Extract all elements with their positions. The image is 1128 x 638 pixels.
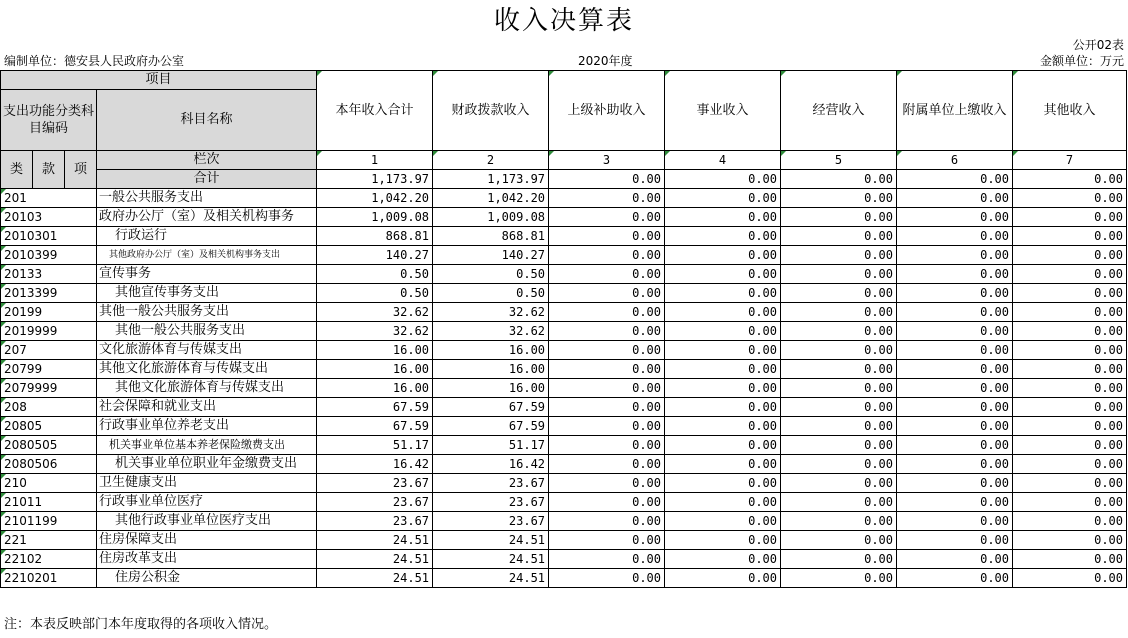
row-value: 0.00 bbox=[897, 569, 1013, 588]
row-value: 0.00 bbox=[1013, 360, 1127, 379]
row-value: 0.00 bbox=[897, 398, 1013, 417]
row-value: 0.00 bbox=[781, 417, 897, 436]
row-value: 0.00 bbox=[897, 436, 1013, 455]
row-value: 0.00 bbox=[781, 303, 897, 322]
header-lei: 类 bbox=[1, 151, 33, 189]
row-value: 0.00 bbox=[781, 455, 897, 474]
row-value: 0.00 bbox=[897, 550, 1013, 569]
total-cell: 1,173.97 bbox=[433, 170, 549, 189]
row-value: 0.00 bbox=[1013, 208, 1127, 227]
row-value: 0.00 bbox=[665, 550, 781, 569]
row-code: 2079999 bbox=[1, 379, 97, 398]
row-value: 24.51 bbox=[433, 569, 549, 588]
row-value: 0.00 bbox=[665, 455, 781, 474]
row-value: 0.00 bbox=[1013, 398, 1127, 417]
row-value: 0.00 bbox=[665, 379, 781, 398]
row-value: 0.00 bbox=[665, 227, 781, 246]
row-code: 20805 bbox=[1, 417, 97, 436]
row-value: 140.27 bbox=[317, 246, 433, 265]
table-row bbox=[1, 550, 1127, 569]
row-value: 0.00 bbox=[1013, 303, 1127, 322]
row-code: 2019999 bbox=[1, 322, 97, 341]
row-value: 0.50 bbox=[433, 265, 549, 284]
table-row bbox=[1, 493, 1127, 512]
row-value: 23.67 bbox=[317, 512, 433, 531]
table-row bbox=[1, 436, 1127, 455]
row-code: 2210201 bbox=[1, 569, 97, 588]
table-row bbox=[1, 360, 1127, 379]
row-value: 0.50 bbox=[317, 284, 433, 303]
row-code: 2080505 bbox=[1, 436, 97, 455]
row-value: 0.00 bbox=[549, 550, 665, 569]
row-value: 24.51 bbox=[433, 550, 549, 569]
row-value: 51.17 bbox=[433, 436, 549, 455]
row-subject-name: 其他一般公共服务支出 bbox=[97, 322, 317, 341]
row-value: 51.17 bbox=[317, 436, 433, 455]
row-value: 24.51 bbox=[317, 569, 433, 588]
row-value: 67.59 bbox=[317, 398, 433, 417]
row-subject-name: 行政事业单位养老支出 bbox=[97, 417, 317, 436]
row-code: 20199 bbox=[1, 303, 97, 322]
row-subject-name: 机关事业单位基本养老保险缴费支出 bbox=[97, 436, 317, 455]
row-subject-name: 行政事业单位医疗 bbox=[97, 493, 317, 512]
row-subject-name: 其他政府办公厅（室）及相关机构事务支出 bbox=[97, 246, 317, 265]
row-value: 0.00 bbox=[897, 474, 1013, 493]
header-kuan: 款 bbox=[33, 151, 65, 189]
row-value: 0.00 bbox=[897, 417, 1013, 436]
row-value: 0.00 bbox=[781, 322, 897, 341]
row-value: 0.00 bbox=[665, 417, 781, 436]
row-value: 16.42 bbox=[317, 455, 433, 474]
row-value: 0.00 bbox=[549, 531, 665, 550]
row-value: 0.00 bbox=[781, 436, 897, 455]
row-value: 0.00 bbox=[1013, 265, 1127, 284]
row-value: 0.00 bbox=[549, 417, 665, 436]
income-table bbox=[0, 70, 1127, 588]
row-value: 24.51 bbox=[317, 531, 433, 550]
header-col-2: 财政拨款收入 bbox=[433, 71, 549, 151]
row-value: 0.00 bbox=[897, 322, 1013, 341]
row-value: 0.00 bbox=[549, 189, 665, 208]
row-value: 0.00 bbox=[897, 455, 1013, 474]
row-subject-name: 宣传事务 bbox=[97, 265, 317, 284]
row-value: 0.00 bbox=[549, 512, 665, 531]
row-value: 0.00 bbox=[1013, 284, 1127, 303]
row-value: 0.00 bbox=[781, 265, 897, 284]
row-code: 20133 bbox=[1, 265, 97, 284]
row-value: 0.50 bbox=[433, 284, 549, 303]
row-value: 0.00 bbox=[665, 341, 781, 360]
row-code: 2101199 bbox=[1, 512, 97, 531]
row-value: 23.67 bbox=[433, 474, 549, 493]
row-subject-name: 社会保障和就业支出 bbox=[97, 398, 317, 417]
row-value: 67.59 bbox=[317, 417, 433, 436]
row-value: 0.00 bbox=[549, 227, 665, 246]
row-subject-name: 其他文化旅游体育与传媒支出 bbox=[97, 379, 317, 398]
row-value: 0.00 bbox=[549, 569, 665, 588]
row-code: 22102 bbox=[1, 550, 97, 569]
row-value: 0.00 bbox=[897, 493, 1013, 512]
total-cell: 0.00 bbox=[897, 170, 1013, 189]
row-value: 0.00 bbox=[665, 512, 781, 531]
row-subject-name: 其他宣传事务支出 bbox=[97, 284, 317, 303]
row-value: 0.00 bbox=[665, 360, 781, 379]
row-value: 0.00 bbox=[781, 246, 897, 265]
row-value: 0.00 bbox=[781, 569, 897, 588]
row-value: 32.62 bbox=[433, 322, 549, 341]
row-value: 16.00 bbox=[433, 360, 549, 379]
row-value: 0.00 bbox=[665, 493, 781, 512]
row-value: 0.00 bbox=[549, 379, 665, 398]
row-value: 0.00 bbox=[665, 398, 781, 417]
table-row bbox=[1, 265, 1127, 284]
header-col-6: 附属单位上缴收入 bbox=[897, 71, 1013, 151]
row-value: 0.00 bbox=[549, 303, 665, 322]
row-value: 0.00 bbox=[665, 303, 781, 322]
row-value: 140.27 bbox=[433, 246, 549, 265]
row-value: 16.42 bbox=[433, 455, 549, 474]
row-value: 0.00 bbox=[1013, 531, 1127, 550]
row-subject-name: 卫生健康支出 bbox=[97, 474, 317, 493]
total-cell: 0.00 bbox=[549, 170, 665, 189]
row-subject-name: 住房改革支出 bbox=[97, 550, 317, 569]
row-value: 0.00 bbox=[549, 474, 665, 493]
row-value: 0.00 bbox=[897, 246, 1013, 265]
header-col-3: 上级补助收入 bbox=[549, 71, 665, 151]
row-code: 2010399 bbox=[1, 246, 97, 265]
row-value: 0.00 bbox=[1013, 550, 1127, 569]
table-row bbox=[1, 455, 1127, 474]
row-value: 0.00 bbox=[665, 265, 781, 284]
table-row bbox=[1, 531, 1127, 550]
row-value: 32.62 bbox=[317, 322, 433, 341]
compiling-unit: 编制单位：德安县人民政府办公室 bbox=[4, 54, 185, 68]
row-value: 0.00 bbox=[549, 455, 665, 474]
row-code: 2010301 bbox=[1, 227, 97, 246]
total-cell: 0.00 bbox=[665, 170, 781, 189]
row-code: 210 bbox=[1, 474, 97, 493]
row-value: 0.00 bbox=[897, 284, 1013, 303]
header-code-group: 支出功能分类科目编码 bbox=[1, 90, 97, 151]
row-value: 0.00 bbox=[665, 322, 781, 341]
table-row bbox=[1, 398, 1127, 417]
row-code: 21011 bbox=[1, 493, 97, 512]
column-number: 7 bbox=[1013, 151, 1127, 170]
row-value: 67.59 bbox=[433, 398, 549, 417]
table-row bbox=[1, 341, 1127, 360]
row-value: 0.00 bbox=[781, 208, 897, 227]
row-subject-name: 其他行政事业单位医疗支出 bbox=[97, 512, 317, 531]
header-col-1: 本年收入合计 bbox=[317, 71, 433, 151]
table-row bbox=[1, 227, 1127, 246]
row-code: 208 bbox=[1, 398, 97, 417]
row-value: 67.59 bbox=[433, 417, 549, 436]
row-value: 0.00 bbox=[665, 189, 781, 208]
row-value: 0.00 bbox=[897, 189, 1013, 208]
row-value: 1,042.20 bbox=[433, 189, 549, 208]
table-row bbox=[1, 512, 1127, 531]
header-xiang: 项 bbox=[65, 151, 97, 189]
row-value: 0.00 bbox=[665, 208, 781, 227]
row-value: 0.00 bbox=[1013, 436, 1127, 455]
row-value: 0.00 bbox=[1013, 189, 1127, 208]
row-code: 221 bbox=[1, 531, 97, 550]
row-value: 0.00 bbox=[1013, 493, 1127, 512]
meta-row bbox=[0, 53, 1128, 69]
row-value: 0.00 bbox=[665, 436, 781, 455]
row-value: 0.00 bbox=[665, 246, 781, 265]
total-label: 合计 bbox=[97, 170, 317, 189]
column-number: 5 bbox=[781, 151, 897, 170]
row-value: 16.00 bbox=[317, 379, 433, 398]
table-row bbox=[1, 417, 1127, 436]
header-col-7: 其他收入 bbox=[1013, 71, 1127, 151]
header-item: 项目 bbox=[1, 71, 317, 90]
row-value: 0.00 bbox=[665, 284, 781, 303]
row-value: 0.00 bbox=[781, 512, 897, 531]
row-value: 0.00 bbox=[781, 341, 897, 360]
row-value: 0.00 bbox=[781, 360, 897, 379]
row-value: 16.00 bbox=[317, 341, 433, 360]
table-row bbox=[1, 569, 1127, 588]
column-number: 6 bbox=[897, 151, 1013, 170]
row-value: 0.50 bbox=[317, 265, 433, 284]
fiscal-year: 2020年度 bbox=[578, 54, 633, 68]
table-row bbox=[1, 322, 1127, 341]
row-value: 1,009.08 bbox=[317, 208, 433, 227]
total-cell: 0.00 bbox=[1013, 170, 1127, 189]
row-code: 201 bbox=[1, 189, 97, 208]
row-subject-name: 其他文化旅游体育与传媒支出 bbox=[97, 360, 317, 379]
row-value: 0.00 bbox=[1013, 455, 1127, 474]
table-row bbox=[1, 379, 1127, 398]
row-value: 24.51 bbox=[433, 531, 549, 550]
row-value: 0.00 bbox=[781, 493, 897, 512]
footnote: 注：本表反映部门本年度取得的各项收入情况。 bbox=[4, 617, 278, 632]
table-title: 收入决算表 bbox=[493, 6, 634, 36]
row-subject-name: 文化旅游体育与传媒支出 bbox=[97, 341, 317, 360]
row-value: 868.81 bbox=[317, 227, 433, 246]
column-number: 4 bbox=[665, 151, 781, 170]
row-value: 0.00 bbox=[781, 398, 897, 417]
row-value: 0.00 bbox=[665, 531, 781, 550]
row-value: 23.67 bbox=[433, 493, 549, 512]
row-subject-name: 行政运行 bbox=[97, 227, 317, 246]
row-value: 0.00 bbox=[897, 341, 1013, 360]
total-cell: 0.00 bbox=[781, 170, 897, 189]
total-cell: 1,173.97 bbox=[317, 170, 433, 189]
row-code: 20799 bbox=[1, 360, 97, 379]
row-value: 0.00 bbox=[549, 398, 665, 417]
row-value: 0.00 bbox=[549, 208, 665, 227]
row-value: 0.00 bbox=[781, 550, 897, 569]
row-value: 0.00 bbox=[549, 246, 665, 265]
row-value: 1,009.08 bbox=[433, 208, 549, 227]
row-value: 0.00 bbox=[897, 360, 1013, 379]
row-value: 0.00 bbox=[665, 569, 781, 588]
row-value: 0.00 bbox=[897, 512, 1013, 531]
row-value: 24.51 bbox=[317, 550, 433, 569]
row-value: 0.00 bbox=[1013, 474, 1127, 493]
row-value: 0.00 bbox=[549, 436, 665, 455]
row-value: 0.00 bbox=[1013, 227, 1127, 246]
row-value: 23.67 bbox=[317, 474, 433, 493]
row-value: 868.81 bbox=[433, 227, 549, 246]
column-number: 1 bbox=[317, 151, 433, 170]
row-code: 20103 bbox=[1, 208, 97, 227]
row-value: 0.00 bbox=[781, 189, 897, 208]
row-value: 0.00 bbox=[897, 265, 1013, 284]
header-col-4: 事业收入 bbox=[665, 71, 781, 151]
table-row bbox=[1, 189, 1127, 208]
row-value: 16.00 bbox=[433, 341, 549, 360]
form-number: 公开02表 bbox=[1072, 38, 1124, 52]
row-value: 0.00 bbox=[549, 322, 665, 341]
row-value: 0.00 bbox=[1013, 512, 1127, 531]
row-code: 2013399 bbox=[1, 284, 97, 303]
row-value: 0.00 bbox=[781, 284, 897, 303]
row-value: 23.67 bbox=[433, 512, 549, 531]
header-column-no: 栏次 bbox=[97, 151, 317, 170]
money-unit: 金额单位：万元 bbox=[1039, 54, 1124, 68]
row-value: 0.00 bbox=[549, 341, 665, 360]
header-subject-name: 科目名称 bbox=[97, 90, 317, 151]
row-value: 0.00 bbox=[781, 227, 897, 246]
row-value: 0.00 bbox=[897, 531, 1013, 550]
row-value: 0.00 bbox=[549, 284, 665, 303]
row-value: 0.00 bbox=[1013, 379, 1127, 398]
row-value: 0.00 bbox=[549, 493, 665, 512]
table-row bbox=[1, 284, 1127, 303]
column-number: 2 bbox=[433, 151, 549, 170]
table-row bbox=[1, 246, 1127, 265]
row-value: 0.00 bbox=[1013, 569, 1127, 588]
row-value: 0.00 bbox=[897, 303, 1013, 322]
row-subject-name: 机关事业单位职业年金缴费支出 bbox=[97, 455, 317, 474]
row-value: 32.62 bbox=[317, 303, 433, 322]
row-value: 23.67 bbox=[317, 493, 433, 512]
row-value: 0.00 bbox=[1013, 322, 1127, 341]
row-code: 2080506 bbox=[1, 455, 97, 474]
row-subject-name: 一般公共服务支出 bbox=[97, 189, 317, 208]
row-value: 32.62 bbox=[433, 303, 549, 322]
table-row bbox=[1, 474, 1127, 493]
row-value: 0.00 bbox=[897, 227, 1013, 246]
row-value: 16.00 bbox=[317, 360, 433, 379]
row-value: 1,042.20 bbox=[317, 189, 433, 208]
row-value: 0.00 bbox=[897, 379, 1013, 398]
row-code: 207 bbox=[1, 341, 97, 360]
row-value: 0.00 bbox=[1013, 341, 1127, 360]
table-row bbox=[1, 208, 1127, 227]
row-value: 0.00 bbox=[549, 360, 665, 379]
header-col-5: 经营收入 bbox=[781, 71, 897, 151]
row-subject-name: 其他一般公共服务支出 bbox=[97, 303, 317, 322]
row-subject-name: 住房保障支出 bbox=[97, 531, 317, 550]
row-subject-name: 政府办公厅（室）及相关机构事务 bbox=[97, 208, 317, 227]
row-value: 0.00 bbox=[549, 265, 665, 284]
row-value: 16.00 bbox=[433, 379, 549, 398]
row-value: 0.00 bbox=[1013, 246, 1127, 265]
row-value: 0.00 bbox=[781, 531, 897, 550]
row-value: 0.00 bbox=[897, 208, 1013, 227]
row-value: 0.00 bbox=[781, 379, 897, 398]
row-value: 0.00 bbox=[665, 474, 781, 493]
row-value: 0.00 bbox=[1013, 417, 1127, 436]
row-subject-name: 住房公积金 bbox=[97, 569, 317, 588]
table-row bbox=[1, 303, 1127, 322]
row-value: 0.00 bbox=[781, 474, 897, 493]
column-number: 3 bbox=[549, 151, 665, 170]
